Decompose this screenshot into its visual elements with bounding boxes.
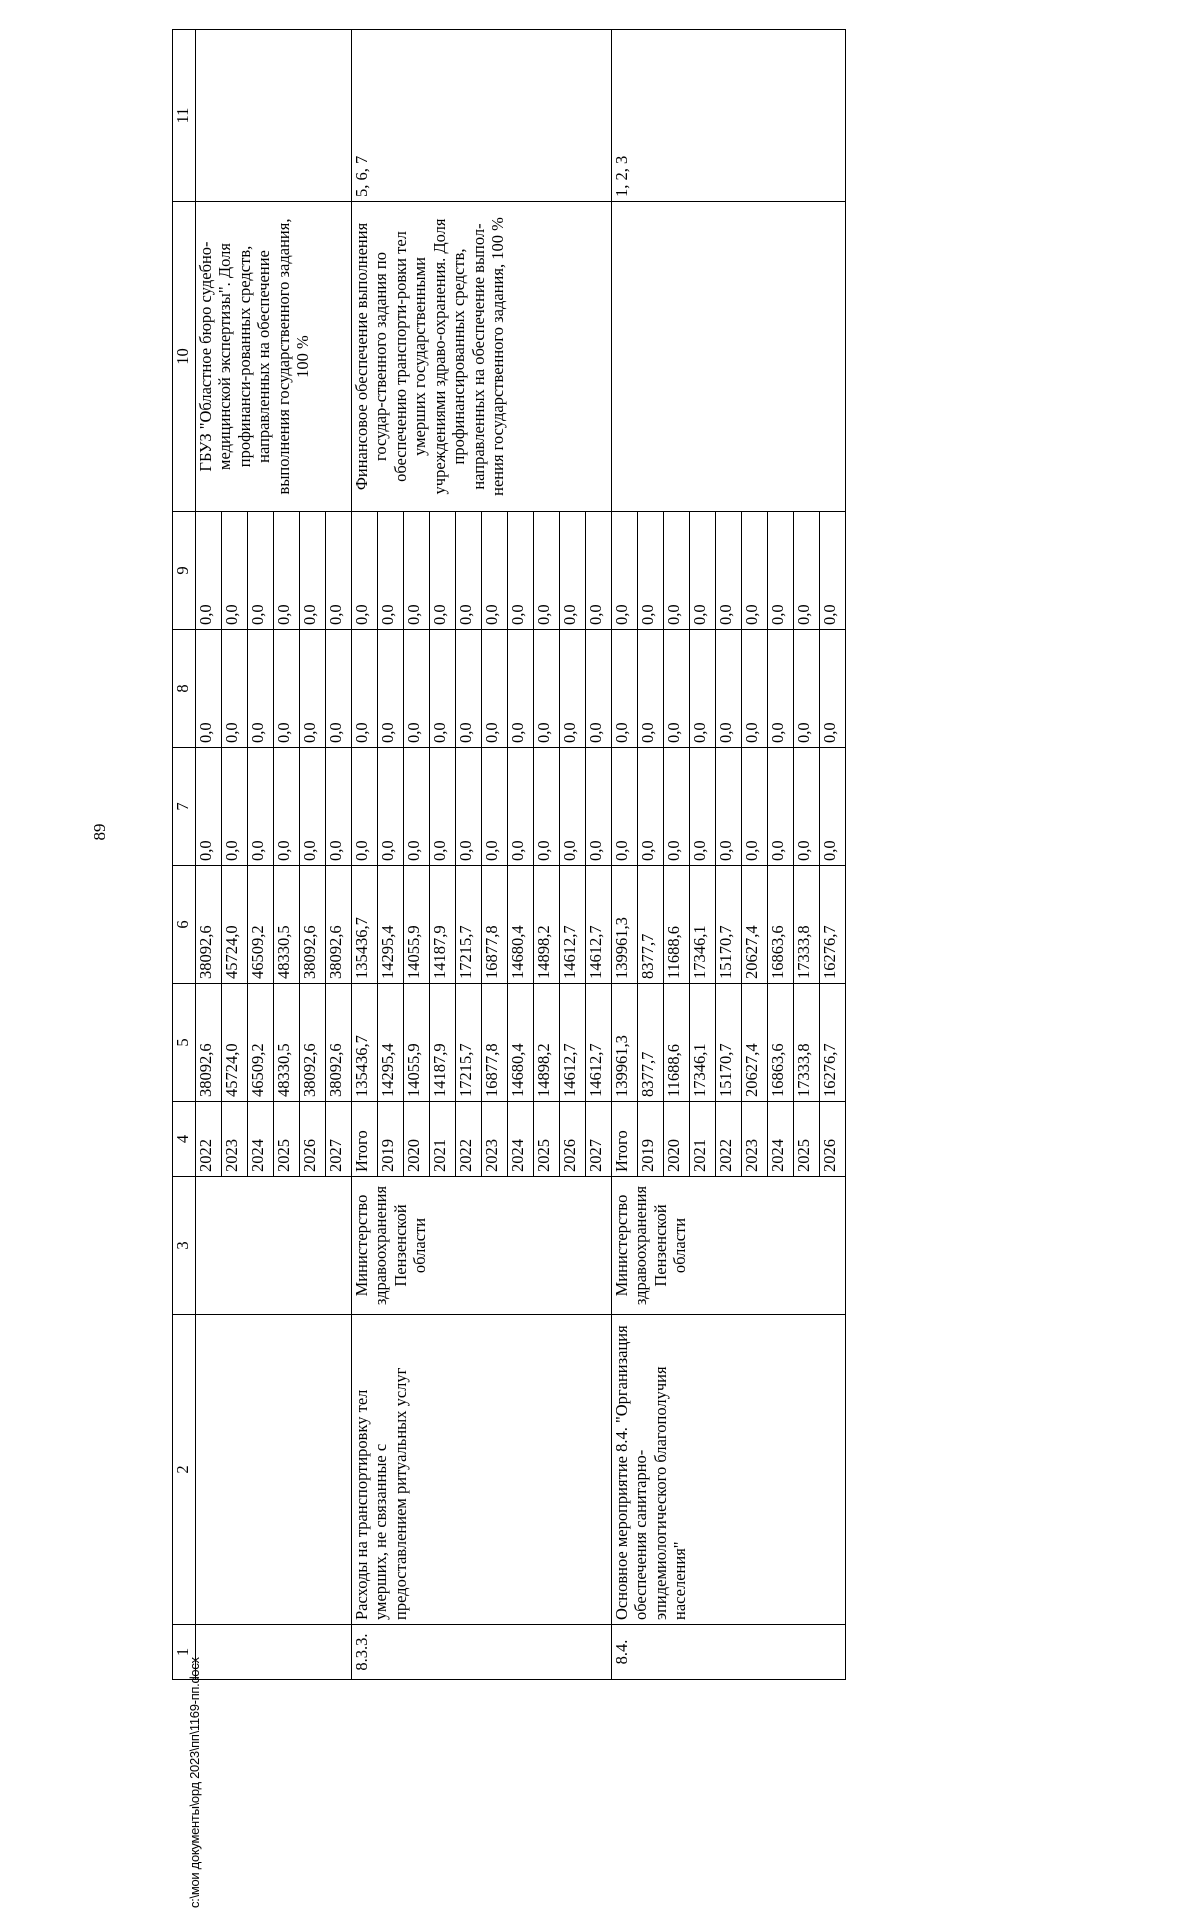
year-cell: 2021 <box>690 1102 716 1177</box>
amount-cell-6: 38092,6 <box>300 866 326 984</box>
amount-cell-5: 38092,6 <box>300 984 326 1102</box>
column-header-1: 1 <box>173 1625 196 1680</box>
column-header-8: 8 <box>173 630 196 748</box>
year-cell: 2020 <box>664 1102 690 1177</box>
amount-cell-6: 11688,6 <box>664 866 690 984</box>
amount-cell-5: 14055,9 <box>404 984 430 1102</box>
year-cell: 2023 <box>482 1102 508 1177</box>
amount-cell-5: 14187,9 <box>430 984 456 1102</box>
amount-cell-9: 0,0 <box>404 512 430 630</box>
amount-cell-5: 14612,7 <box>560 984 586 1102</box>
amount-cell-9: 0,0 <box>742 512 768 630</box>
table-row <box>612 30 638 1680</box>
amount-cell-7: 0,0 <box>560 748 586 866</box>
amount-cell-5: 45724,0 <box>222 984 248 1102</box>
amount-cell-9: 0,0 <box>456 512 482 630</box>
amount-cell-7: 0,0 <box>508 748 534 866</box>
amount-cell-6: 14612,7 <box>586 866 612 984</box>
amount-cell-8: 0,0 <box>768 630 794 748</box>
year-cell: 2023 <box>222 1102 248 1177</box>
amount-cell-7: 0,0 <box>300 748 326 866</box>
amount-cell-8: 0,0 <box>794 630 820 748</box>
amount-cell-5: 14295,4 <box>378 984 404 1102</box>
amount-cell-9: 0,0 <box>326 512 352 630</box>
amount-cell-5: 8377,7 <box>638 984 664 1102</box>
column-header-10: 10 <box>173 202 196 512</box>
amount-cell-5: 38092,6 <box>326 984 352 1102</box>
table-row <box>352 30 378 1680</box>
amount-cell-6: 14612,7 <box>560 866 586 984</box>
year-cell: 2024 <box>248 1102 274 1177</box>
amount-cell-5: 48330,5 <box>274 984 300 1102</box>
year-cell: 2025 <box>794 1102 820 1177</box>
amount-cell-7: 0,0 <box>482 748 508 866</box>
program-table <box>172 29 846 1680</box>
amount-cell-8: 0,0 <box>586 630 612 748</box>
amount-cell-8: 0,0 <box>534 630 560 748</box>
amount-cell-5: 15170,7 <box>716 984 742 1102</box>
year-cell: 2026 <box>560 1102 586 1177</box>
amount-cell-7: 0,0 <box>378 748 404 866</box>
footer-file-path: c:\мои документы\орд 2023\пп\1169-пп.docx <box>187 1657 202 1908</box>
rotated-table-container <box>172 30 1092 1680</box>
year-cell: 2026 <box>300 1102 326 1177</box>
amount-cell-7: 0,0 <box>638 748 664 866</box>
table-body <box>196 30 846 1680</box>
column-header-3: 3 <box>173 1177 196 1315</box>
amount-cell-9: 0,0 <box>508 512 534 630</box>
amount-cell-8: 0,0 <box>560 630 586 748</box>
amount-cell-6: 135436,7 <box>352 866 378 984</box>
amount-cell-5: 16276,7 <box>820 984 846 1102</box>
amount-cell-9: 0,0 <box>664 512 690 630</box>
amount-cell-5: 11688,6 <box>664 984 690 1102</box>
year-cell: 2025 <box>274 1102 300 1177</box>
amount-cell-6: 16863,6 <box>768 866 794 984</box>
amount-cell-9: 0,0 <box>586 512 612 630</box>
amount-cell-6: 14680,4 <box>508 866 534 984</box>
goal-links: 5, 6, 7 <box>352 30 612 202</box>
amount-cell-8: 0,0 <box>508 630 534 748</box>
amount-cell-9: 0,0 <box>690 512 716 630</box>
amount-cell-5: 17346,1 <box>690 984 716 1102</box>
row-number: 8.3.3. <box>352 1625 612 1680</box>
year-cell: 2022 <box>716 1102 742 1177</box>
amount-cell-5: 14898,2 <box>534 984 560 1102</box>
amount-cell-5: 17333,8 <box>794 984 820 1102</box>
column-header-2: 2 <box>173 1315 196 1625</box>
year-cell: 2026 <box>820 1102 846 1177</box>
amount-cell-7: 0,0 <box>690 748 716 866</box>
amount-cell-8: 0,0 <box>638 630 664 748</box>
column-header-7: 7 <box>173 748 196 866</box>
amount-cell-8: 0,0 <box>274 630 300 748</box>
amount-cell-7: 0,0 <box>742 748 768 866</box>
amount-cell-8: 0,0 <box>248 630 274 748</box>
amount-cell-8: 0,0 <box>196 630 222 748</box>
executor: Министерство здравоохранения Пензенской области <box>352 1177 612 1315</box>
amount-cell-6: 45724,0 <box>222 866 248 984</box>
amount-cell-6: 14187,9 <box>430 866 456 984</box>
year-cell: 2027 <box>586 1102 612 1177</box>
amount-cell-7: 0,0 <box>222 748 248 866</box>
year-cell: 2025 <box>534 1102 560 1177</box>
amount-cell-8: 0,0 <box>820 630 846 748</box>
indicator: ГБУЗ "Областное бюро судебно-медицинской экспертизы". Доля профинанси-рованных средств, направленных на обеспечение выполнения государственного задания, 100 % <box>196 202 352 512</box>
amount-cell-8: 0,0 <box>300 630 326 748</box>
amount-cell-5: 139961,3 <box>612 984 638 1102</box>
amount-cell-9: 0,0 <box>300 512 326 630</box>
amount-cell-9: 0,0 <box>430 512 456 630</box>
amount-cell-8: 0,0 <box>352 630 378 748</box>
year-cell: 2019 <box>378 1102 404 1177</box>
amount-cell-6: 17333,8 <box>794 866 820 984</box>
amount-cell-6: 46509,2 <box>248 866 274 984</box>
amount-cell-6: 8377,7 <box>638 866 664 984</box>
amount-cell-7: 0,0 <box>716 748 742 866</box>
executor <box>196 1177 352 1315</box>
amount-cell-8: 0,0 <box>456 630 482 748</box>
amount-cell-7: 0,0 <box>326 748 352 866</box>
amount-cell-9: 0,0 <box>612 512 638 630</box>
amount-cell-7: 0,0 <box>196 748 222 866</box>
amount-cell-6: 139961,3 <box>612 866 638 984</box>
year-cell: 2022 <box>196 1102 222 1177</box>
year-cell: 2022 <box>456 1102 482 1177</box>
column-header-5: 5 <box>173 984 196 1102</box>
amount-cell-7: 0,0 <box>586 748 612 866</box>
year-cell: 2023 <box>742 1102 768 1177</box>
amount-cell-9: 0,0 <box>560 512 586 630</box>
amount-cell-5: 17215,7 <box>456 984 482 1102</box>
amount-cell-9: 0,0 <box>820 512 846 630</box>
amount-cell-9: 0,0 <box>248 512 274 630</box>
amount-cell-6: 17215,7 <box>456 866 482 984</box>
year-cell: 2024 <box>768 1102 794 1177</box>
amount-cell-5: 14680,4 <box>508 984 534 1102</box>
amount-cell-9: 0,0 <box>534 512 560 630</box>
activity-name: Расходы на транспортировку тел умерших, не связанные с предоставлением ритуальных услуг <box>352 1315 612 1625</box>
year-cell: 2024 <box>508 1102 534 1177</box>
column-header-9: 9 <box>173 512 196 630</box>
amount-cell-9: 0,0 <box>716 512 742 630</box>
amount-cell-5: 14612,7 <box>586 984 612 1102</box>
amount-cell-8: 0,0 <box>404 630 430 748</box>
amount-cell-8: 0,0 <box>430 630 456 748</box>
amount-cell-6: 20627,4 <box>742 866 768 984</box>
amount-cell-9: 0,0 <box>794 512 820 630</box>
amount-cell-8: 0,0 <box>690 630 716 748</box>
amount-cell-7: 0,0 <box>664 748 690 866</box>
amount-cell-7: 0,0 <box>248 748 274 866</box>
amount-cell-9: 0,0 <box>378 512 404 630</box>
amount-cell-7: 0,0 <box>456 748 482 866</box>
amount-cell-9: 0,0 <box>482 512 508 630</box>
activity-name <box>196 1315 352 1625</box>
amount-cell-8: 0,0 <box>742 630 768 748</box>
amount-cell-6: 48330,5 <box>274 866 300 984</box>
amount-cell-6: 38092,6 <box>326 866 352 984</box>
amount-cell-7: 0,0 <box>794 748 820 866</box>
year-cell: Итого <box>352 1102 378 1177</box>
row-number: 8.4. <box>612 1625 846 1680</box>
amount-cell-9: 0,0 <box>196 512 222 630</box>
amount-cell-7: 0,0 <box>274 748 300 866</box>
indicator: Финансовое обеспечение выполнения государ-ственного задания по обеспечению транспорти-ровки тел умерших государственными учреждениями здраво-охранения. Доля профинансированных средств, направленных на обеспечение выпол-нения государственного задания, 100 % <box>352 202 612 512</box>
executor: Министерство здравоохранения Пензенской области <box>612 1177 846 1315</box>
amount-cell-6: 16877,8 <box>482 866 508 984</box>
amount-cell-5: 46509,2 <box>248 984 274 1102</box>
year-cell: 2021 <box>430 1102 456 1177</box>
amount-cell-5: 20627,4 <box>742 984 768 1102</box>
amount-cell-6: 14055,9 <box>404 866 430 984</box>
goal-links <box>196 30 352 202</box>
year-cell: Итого <box>612 1102 638 1177</box>
indicator <box>612 202 846 512</box>
amount-cell-9: 0,0 <box>222 512 248 630</box>
amount-cell-8: 0,0 <box>326 630 352 748</box>
amount-cell-6: 16276,7 <box>820 866 846 984</box>
amount-cell-7: 0,0 <box>352 748 378 866</box>
amount-cell-8: 0,0 <box>612 630 638 748</box>
amount-cell-8: 0,0 <box>378 630 404 748</box>
amount-cell-9: 0,0 <box>274 512 300 630</box>
column-header-11: 11 <box>173 30 196 202</box>
amount-cell-7: 0,0 <box>612 748 638 866</box>
column-header-6: 6 <box>173 866 196 984</box>
amount-cell-8: 0,0 <box>222 630 248 748</box>
amount-cell-8: 0,0 <box>716 630 742 748</box>
amount-cell-6: 38092,6 <box>196 866 222 984</box>
year-cell: 2019 <box>638 1102 664 1177</box>
amount-cell-6: 14295,4 <box>378 866 404 984</box>
goal-links: 1, 2, 3 <box>612 30 846 202</box>
amount-cell-5: 38092,6 <box>196 984 222 1102</box>
row-number <box>196 1625 352 1680</box>
year-cell: 2020 <box>404 1102 430 1177</box>
page-number: 89 <box>90 823 109 841</box>
year-cell: 2027 <box>326 1102 352 1177</box>
amount-cell-6: 15170,7 <box>716 866 742 984</box>
amount-cell-9: 0,0 <box>638 512 664 630</box>
amount-cell-5: 16877,8 <box>482 984 508 1102</box>
amount-cell-8: 0,0 <box>664 630 690 748</box>
column-header-4: 4 <box>173 1102 196 1177</box>
amount-cell-7: 0,0 <box>430 748 456 866</box>
amount-cell-8: 0,0 <box>482 630 508 748</box>
amount-cell-7: 0,0 <box>820 748 846 866</box>
amount-cell-7: 0,0 <box>404 748 430 866</box>
amount-cell-5: 135436,7 <box>352 984 378 1102</box>
amount-cell-7: 0,0 <box>768 748 794 866</box>
amount-cell-7: 0,0 <box>534 748 560 866</box>
amount-cell-6: 17346,1 <box>690 866 716 984</box>
amount-cell-9: 0,0 <box>352 512 378 630</box>
amount-cell-5: 16863,6 <box>768 984 794 1102</box>
amount-cell-9: 0,0 <box>768 512 794 630</box>
activity-name: Основное мероприятие 8.4. "Организация обеспечения санитарно-эпидемиологического благополучия населения" <box>612 1315 846 1625</box>
amount-cell-6: 14898,2 <box>534 866 560 984</box>
